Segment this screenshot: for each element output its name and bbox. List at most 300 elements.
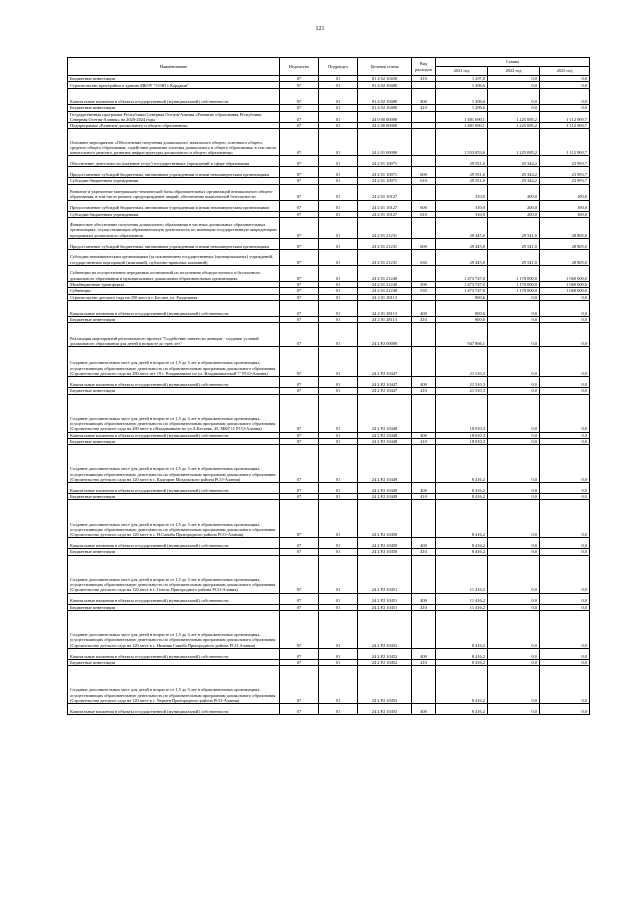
cell-razdel: 01: [319, 347, 358, 377]
cell-2023: 1 112 900,7: [540, 111, 590, 123]
cell-razdel: 01: [319, 288, 358, 294]
cell-csr: 24 2 01 21231: [358, 218, 412, 239]
cell-name: Предоставление субсидий бюджетным, автономным учреждениям и иным некоммерческим организациям: [68, 200, 280, 211]
cell-name: Субвенции: [68, 288, 280, 294]
table-row: [68, 611, 590, 649]
table-row: [68, 394, 590, 432]
cell-name: Бюджетные инвестиции: [68, 316, 280, 322]
cell-vid: 600: [412, 200, 436, 211]
cell-name: Обеспечение деятельности (оказание услуг) государственных учреждений в сфере образования: [68, 156, 280, 167]
cell-2021: 21 510,3: [436, 347, 488, 377]
cell-2023: 0,0: [540, 76, 590, 82]
cell-razdel: 01: [319, 294, 358, 300]
cell-csr: 24 2 P2 10451: [358, 604, 412, 610]
cell-vid: [412, 82, 436, 89]
cell-2022: 0,0: [488, 105, 540, 111]
cell-vedomstvo: 07: [280, 294, 319, 300]
cell-2023: 0,0: [540, 704, 590, 715]
cell-2023: 0,0: [540, 611, 590, 649]
cell-csr: 24 2 01 10127: [358, 200, 412, 211]
cell-csr: 01 4 02 10480: [358, 82, 412, 89]
cell-razdel: 01: [319, 156, 358, 167]
cell-2021: 8 416,2: [436, 704, 488, 715]
cell-2022: 0,0: [488, 323, 540, 347]
cell-vedomstvo: 07: [280, 211, 319, 217]
cell-name: Создание дополнительных мест для детей в возрасте от 1,5 до 3 лет в образовательных организациях, осуществляющих образовательную деятельность по образовательным программам дошкольного образования (Строительство детского сада на 120 мест в с. Нижняя Саниба Пригородного района РСО-Алания): [68, 611, 280, 649]
cell-vedomstvo: 07: [280, 593, 319, 604]
cell-razdel: 01: [319, 200, 358, 211]
cell-2023: 0,0: [540, 483, 590, 494]
cell-vid: 630: [412, 250, 436, 266]
cell-razdel: 01: [319, 483, 358, 494]
cell-csr: 24 2 P2 10447: [358, 347, 412, 377]
cell-name: Капитальные вложения в объекты государственной (муниципальной) собственности: [68, 377, 280, 388]
cell-2021: 1 296,6: [436, 89, 488, 105]
cell-csr: 24 2 01 21240: [358, 288, 412, 294]
cell-vid: 410: [412, 76, 436, 82]
cell-vid: 600: [412, 239, 436, 250]
cell-csr: 24 2 P2 10452: [358, 649, 412, 660]
cell-name: Основное мероприятие «Обеспечение получения дошкольного, начального общего, основного общего, среднего общего образования, содействие развитию системы дошкольного и общего образования, в том числе капитального ремонта, развития инфраструктуры дошкольного и общего образования»: [68, 129, 280, 156]
cell-razdel: 01: [319, 432, 358, 438]
cell-csr: 24 2 01 21231: [358, 250, 412, 266]
cell-razdel: 01: [319, 167, 358, 178]
cell-csr: 01 4 02 10480: [358, 89, 412, 105]
cell-2022: 0,0: [488, 604, 540, 610]
table-row: [68, 649, 590, 660]
cell-2023: 0,0: [540, 323, 590, 347]
cell-vedomstvo: 07: [280, 660, 319, 666]
table-row: [68, 156, 590, 167]
cell-vid: [412, 445, 436, 483]
cell-name: Бюджетные инвестиции: [68, 105, 280, 111]
cell-razdel: 01: [319, 704, 358, 715]
cell-name: Капитальные вложения в объекты государственной (муниципальной) собственности: [68, 89, 280, 105]
cell-name: Бюджетные инвестиции: [68, 604, 280, 610]
cell-razdel: 01: [319, 89, 358, 105]
table-row: [68, 593, 590, 604]
cell-vedomstvo: 07: [280, 347, 319, 377]
cell-name: Капитальные вложения в объекты государственной (муниципальной) собственности: [68, 432, 280, 438]
cell-2021: 8 416,2: [436, 666, 488, 704]
cell-razdel: 01: [319, 549, 358, 555]
cell-2023: 0,0: [540, 377, 590, 388]
cell-vid: 400: [412, 483, 436, 494]
cell-vid: 400: [412, 89, 436, 105]
cell-2021: 29 445,0: [436, 218, 488, 239]
cell-csr: 24 2 P2 10449: [358, 445, 412, 483]
cell-vid: 410: [412, 388, 436, 394]
cell-2021: 11 416,2: [436, 555, 488, 593]
cell-name: Субсидии некоммерческим организациям (за исключением государственных (муниципальных) учреждений, государственных корпораций (компаний), публично-правовых компаний): [68, 250, 280, 266]
cell-vid: 400: [412, 704, 436, 715]
cell-2022: 0,0: [488, 300, 540, 316]
cell-2023: 1 112 900,7: [540, 129, 590, 156]
cell-2022: 0,0: [488, 82, 540, 89]
cell-name: Субсидии бюджетным учреждениям: [68, 211, 280, 217]
cell-csr: 24 2 P2 10450: [358, 500, 412, 538]
cell-2021: 1 481 690,1: [436, 123, 488, 129]
cell-vedomstvo: 07: [280, 167, 319, 178]
cell-csr: 24 2 00 00000: [358, 123, 412, 129]
table-row: [68, 323, 590, 347]
cell-razdel: 01: [319, 105, 358, 111]
cell-name: Строительство детского сада на 250 мест в г. Беслан, ул. Раздольная: [68, 294, 280, 300]
cell-vedomstvo: 07: [280, 129, 319, 156]
cell-2021: 1 481 690,1: [436, 111, 488, 123]
cell-2021: 1 297,0: [436, 76, 488, 82]
cell-vid: 400: [412, 538, 436, 549]
cell-2022: 0,0: [488, 500, 540, 538]
cell-2021: 947 866,1: [436, 323, 488, 347]
cell-2021: 18 010,3: [436, 438, 488, 444]
cell-2023: 100,0: [540, 184, 590, 200]
table-row: [68, 538, 590, 549]
cell-vedomstvo: 07: [280, 89, 319, 105]
cell-2022: 29 541,0: [488, 250, 540, 266]
cell-name: Развитие и укрепление материально-технической базы образовательных организаций внешкольного общего образования, в том числе ремонт, предупреждение аварий, обеспечение комплексной безопасности: [68, 184, 280, 200]
cell-vid: [412, 555, 436, 593]
cell-vid: [412, 611, 436, 649]
cell-csr: 24 2 P2 00000: [358, 323, 412, 347]
cell-razdel: 01: [319, 250, 358, 266]
cell-vedomstvo: 07: [280, 538, 319, 549]
cell-razdel: 01: [319, 604, 358, 610]
cell-2021: 18 010,3: [436, 394, 488, 432]
cell-2023: 0,0: [540, 105, 590, 111]
cell-vedomstvo: 07: [280, 394, 319, 432]
cell-razdel: 01: [319, 76, 358, 82]
cell-2021: 1 296,6: [436, 82, 488, 89]
table-row: [68, 184, 590, 200]
cell-name: Межбюджетные трансферты: [68, 282, 280, 288]
cell-name: Бюджетные инвестиции: [68, 549, 280, 555]
cell-vedomstvo: 07: [280, 105, 319, 111]
cell-vid: 410: [412, 316, 436, 322]
cell-2023: 0,0: [540, 555, 590, 593]
cell-2022: 1 170 000,0: [488, 288, 540, 294]
cell-csr: 24 2 P2 10449: [358, 494, 412, 500]
cell-2021: 21 510,3: [436, 388, 488, 394]
header-sums: Суммы: [436, 58, 590, 67]
cell-name: Создание дополнительных мест для детей в возрасте от 1,5 до 3 лет в образовательных организациях, осуществляющих образовательную деятельность по образовательным программам дошкольного образования (Строительство детского сада на 120 мест в с. Чермен Пригородного района РСО-Алания): [68, 666, 280, 704]
cell-2022: 0,0: [488, 483, 540, 494]
cell-vedomstvo: 07: [280, 611, 319, 649]
cell-2023: 0,0: [540, 82, 590, 89]
cell-2023: 0,0: [540, 316, 590, 322]
cell-name: Государственная программа Республики Северная Осетия-Алания «Развитие образования Республики Северная Осетия-Алания» на 2020-2024 годы: [68, 111, 280, 123]
cell-razdel: 01: [319, 178, 358, 184]
cell-2021: 8 416,2: [436, 549, 488, 555]
cell-vid: 410: [412, 660, 436, 666]
budget-table: [67, 57, 590, 715]
cell-2021: 8 416,2: [436, 538, 488, 549]
cell-2023: 0,0: [540, 438, 590, 444]
cell-2022: 200,0: [488, 200, 540, 211]
cell-2022: 1 225 085,2: [488, 111, 540, 123]
cell-2022: 1 225 085,2: [488, 123, 540, 129]
cell-2021: 1 473 747,0: [436, 288, 488, 294]
cell-razdel: 01: [319, 239, 358, 250]
cell-2022: 0,0: [488, 549, 540, 555]
cell-vid: [412, 218, 436, 239]
cell-razdel: 01: [319, 593, 358, 604]
cell-name: Строительство пристройки к зданию МБОУ "СОШ с.Карджин": [68, 82, 280, 89]
cell-vid: 400: [412, 593, 436, 604]
table-row: [68, 111, 590, 123]
cell-name: Создание дополнительных мест для детей в возрасте от 1,5 до 3 лет в образовательных организациях, осуществляющих образовательную деятельность по образовательным программам дошкольного образования (Строительство детского сада на 280 мест в г.Владикавказе по ул.А.Кесаева, 45, МКР 11 РСО-Алания): [68, 394, 280, 432]
cell-csr: 24 2 P2 10448: [358, 438, 412, 444]
table-row: [68, 347, 590, 377]
cell-2021: 11 416,2: [436, 604, 488, 610]
cell-2023: 0,0: [540, 494, 590, 500]
cell-2022: 25 344,2: [488, 178, 540, 184]
header-csr: Целевая статья: [358, 58, 412, 76]
cell-razdel: 01: [319, 438, 358, 444]
cell-csr: 24 2 P2 10448: [358, 432, 412, 438]
cell-2022: 29 541,0: [488, 218, 540, 239]
cell-csr: 24 2 P2 10451: [358, 593, 412, 604]
cell-vid: [412, 666, 436, 704]
table-row: [68, 82, 590, 89]
cell-csr: 24 2 P2 10453: [358, 666, 412, 704]
table-row: [68, 300, 590, 316]
table-header: [68, 58, 590, 76]
cell-razdel: 01: [319, 388, 358, 394]
cell-csr: 24 2 P2 10447: [358, 388, 412, 394]
cell-2022: 0,0: [488, 494, 540, 500]
cell-vedomstvo: 07: [280, 500, 319, 538]
cell-2021: 21 510,3: [436, 377, 488, 388]
cell-vid: 610: [412, 178, 436, 184]
header-vedomstvo: Ведомство: [280, 58, 319, 76]
table-row: [68, 377, 590, 388]
cell-2021: 1 473 747,0: [436, 266, 488, 282]
cell-vid: [412, 129, 436, 156]
cell-razdel: 01: [319, 282, 358, 288]
cell-2022: 0,0: [488, 388, 540, 394]
cell-name: Субвенции на осуществление переданных полномочий по получению общедоступного и бесплатного дошкольного образования в муниципальных дошкольных образовательных организациях: [68, 266, 280, 282]
cell-vedomstvo: 07: [280, 604, 319, 610]
cell-2023: 23 993,7: [540, 156, 590, 167]
cell-csr: 24 2 01 28113: [358, 300, 412, 316]
cell-vedomstvo: 07: [280, 250, 319, 266]
cell-2022: 0,0: [488, 394, 540, 432]
cell-2021: 8 416,2: [436, 611, 488, 649]
cell-name: Реализация мероприятий регионального проекта "Содействие занятости женщин - создание условий дошкольного образования для детей в возрасте до трех лет": [68, 323, 280, 347]
cell-name: Бюджетные инвестиции: [68, 388, 280, 394]
cell-vid: [412, 394, 436, 432]
cell-razdel: 01: [319, 377, 358, 388]
cell-vedomstvo: 07: [280, 555, 319, 593]
cell-vedomstvo: 07: [280, 111, 319, 123]
cell-2022: 0,0: [488, 316, 540, 322]
cell-2022: 0,0: [488, 538, 540, 549]
cell-razdel: 01: [319, 316, 358, 322]
cell-2021: 800,6: [436, 316, 488, 322]
cell-name: Создание дополнительных мест для детей в возрасте от 1,5 до 3 лет в образовательных организациях, осуществляющих образовательную деятельность по образовательным программам дошкольного образования (Строительство детского сада на 120 мест в с. Кадгарон Моздокского района РСО-Алания): [68, 445, 280, 483]
cell-csr: 24 2 01 21231: [358, 239, 412, 250]
cell-vid: 400: [412, 377, 436, 388]
header-vid: Вид расходов: [412, 58, 436, 76]
cell-2021: 8 416,2: [436, 660, 488, 666]
cell-csr: 24 2 P2 10452: [358, 660, 412, 666]
cell-csr: 24 2 01 28113: [358, 316, 412, 322]
cell-csr: 24 2 P2 10449: [358, 483, 412, 494]
cell-vedomstvo: 07: [280, 239, 319, 250]
cell-2022: 0,0: [488, 432, 540, 438]
cell-2021: 8 416,2: [436, 494, 488, 500]
cell-2022: 0,0: [488, 660, 540, 666]
cell-vedomstvo: 07: [280, 388, 319, 394]
cell-csr: 24 2 P2 10450: [358, 549, 412, 555]
cell-name: Бюджетные инвестиции: [68, 660, 280, 666]
cell-name: Создание дополнительных мест для детей в возрасте от 1,5 до 3 лет в образовательных организациях, осуществляющих образовательную деятельность по образовательным программам дошкольного образования (Строительство детского сада на 280 мест пгт 19 г. Владикавказа по ул. Владикавказской"/" РСО-Алания): [68, 347, 280, 377]
cell-csr: 24 2 P2 10448: [358, 394, 412, 432]
cell-2022: 200,0: [488, 184, 540, 200]
cell-vid: 410: [412, 438, 436, 444]
cell-csr: 24 2 P2 10453: [358, 704, 412, 715]
cell-razdel: 01: [319, 394, 358, 432]
cell-2022: 25 344,2: [488, 167, 540, 178]
cell-razdel: 01: [319, 123, 358, 129]
cell-vedomstvo: 07: [280, 445, 319, 483]
cell-razdel: 01: [319, 666, 358, 704]
cell-2021: 8 416,2: [436, 500, 488, 538]
cell-csr: 24 2 P2 10450: [358, 538, 412, 549]
cell-razdel: 01: [319, 300, 358, 316]
cell-vedomstvo: 07: [280, 288, 319, 294]
cell-2023: 0,0: [540, 649, 590, 660]
cell-vid: 600: [412, 167, 436, 178]
cell-vid: 500: [412, 282, 436, 288]
cell-2023: 1 060 000,0: [540, 282, 590, 288]
cell-razdel: 01: [319, 184, 358, 200]
cell-2023: 0,0: [540, 347, 590, 377]
cell-csr: 24 2 01 21240: [358, 266, 412, 282]
cell-vedomstvo: 07: [280, 494, 319, 500]
cell-2022: 0,0: [488, 294, 540, 300]
cell-vid: [412, 347, 436, 377]
cell-vedomstvo: 07: [280, 178, 319, 184]
table-row: [68, 218, 590, 239]
cell-2023: 23 993,7: [540, 178, 590, 184]
cell-2021: 1 473 747,0: [436, 282, 488, 288]
cell-name: Капитальные вложения в объекты государственной (муниципальной) собственности: [68, 593, 280, 604]
cell-vedomstvo: 07: [280, 156, 319, 167]
cell-csr: 24 2 01 10127: [358, 211, 412, 217]
cell-2022: 0,0: [488, 76, 540, 82]
cell-2023: 0,0: [540, 89, 590, 105]
cell-2022: 0,0: [488, 377, 540, 388]
cell-name: Финансовое обеспечение получения дошкольного образования в частных дошкольных образовательных организациях, осуществляющих образовательную деятельность по имеющим государственную аккредитацию программам дошкольного образования: [68, 218, 280, 239]
cell-2023: 0,0: [540, 445, 590, 483]
cell-csr: 24 2 01 10127: [358, 184, 412, 200]
cell-2021: 310,0: [436, 211, 488, 217]
cell-vid: 410: [412, 549, 436, 555]
cell-razdel: 01: [319, 538, 358, 549]
table-row: [68, 483, 590, 494]
cell-razdel: 01: [319, 218, 358, 239]
cell-2023: 100,0: [540, 211, 590, 217]
cell-2022: 0,0: [488, 704, 540, 715]
cell-2021: 1 296,6: [436, 105, 488, 111]
cell-vedomstvo: 07: [280, 549, 319, 555]
table-row: [68, 239, 590, 250]
header-year-2022: 2022 год: [488, 67, 540, 76]
cell-2022: 1 225 085,2: [488, 129, 540, 156]
table-body: [68, 76, 590, 715]
cell-vedomstvo: 07: [280, 300, 319, 316]
table-row: [68, 500, 590, 538]
cell-2023: 0,0: [540, 538, 590, 549]
table-row: [68, 445, 590, 483]
cell-name: Создание дополнительных мест для детей в возрасте от 1,5 до 3 лет в образовательных организациях, осуществляющих образовательную деятельность по образовательным программам дошкольного образования (Строительство детского сада на 120 мест в с. Н.Саниба Пригородного района РСО-Алания): [68, 500, 280, 538]
cell-razdel: 01: [319, 649, 358, 660]
cell-csr: 24 2 01 28113: [358, 294, 412, 300]
cell-razdel: 01: [319, 494, 358, 500]
cell-2021: 310,0: [436, 200, 488, 211]
cell-2023: 28 805,0: [540, 239, 590, 250]
cell-2022: 200,0: [488, 211, 540, 217]
cell-2022: 0,0: [488, 593, 540, 604]
cell-csr: 24 2 01 10071: [358, 156, 412, 167]
cell-2022: 0,0: [488, 347, 540, 377]
cell-vedomstvo: 07: [280, 82, 319, 89]
table-row: [68, 266, 590, 282]
cell-2023: 0,0: [540, 660, 590, 666]
table-row: [68, 704, 590, 715]
cell-vid: 410: [412, 604, 436, 610]
cell-razdel: 01: [319, 660, 358, 666]
cell-vedomstvo: 07: [280, 282, 319, 288]
cell-csr: 24 2 01 10071: [358, 167, 412, 178]
table-row: [68, 250, 590, 266]
cell-razdel: 01: [319, 555, 358, 593]
cell-2022: 0,0: [488, 649, 540, 660]
header-razdel: Подраздел: [319, 58, 358, 76]
cell-2023: 0,0: [540, 294, 590, 300]
cell-vid: 410: [412, 494, 436, 500]
cell-2023: 28 805,0: [540, 218, 590, 239]
cell-vid: [412, 500, 436, 538]
cell-2021: 11 416,2: [436, 593, 488, 604]
cell-csr: 24 2 01 00000: [358, 129, 412, 156]
cell-vedomstvo: 07: [280, 649, 319, 660]
cell-vedomstvo: 07: [280, 266, 319, 282]
cell-vedomstvo: 07: [280, 184, 319, 200]
cell-razdel: 01: [319, 129, 358, 156]
cell-csr: 24 2 P2 10452: [358, 611, 412, 649]
cell-name: Бюджетные инвестиции: [68, 76, 280, 82]
cell-2022: 1 170 000,0: [488, 266, 540, 282]
cell-name: Субсидии бюджетным учреждениям: [68, 178, 280, 184]
cell-2021: 8 416,2: [436, 445, 488, 483]
cell-vid: [412, 184, 436, 200]
cell-vedomstvo: 07: [280, 704, 319, 715]
cell-vedomstvo: 07: [280, 123, 319, 129]
cell-2022: 29 541,0: [488, 239, 540, 250]
cell-name: Капитальные вложения в объекты государственной (муниципальной) собственности: [68, 483, 280, 494]
cell-vedomstvo: 07: [280, 323, 319, 347]
table-row: [68, 555, 590, 593]
header-year-2023: 2023 год: [540, 67, 590, 76]
cell-csr: 01 4 02 10450: [358, 76, 412, 82]
cell-razdel: 01: [319, 323, 358, 347]
page-number: 121: [315, 26, 325, 32]
cell-vid: 530: [412, 288, 436, 294]
cell-2023: 0,0: [540, 666, 590, 704]
